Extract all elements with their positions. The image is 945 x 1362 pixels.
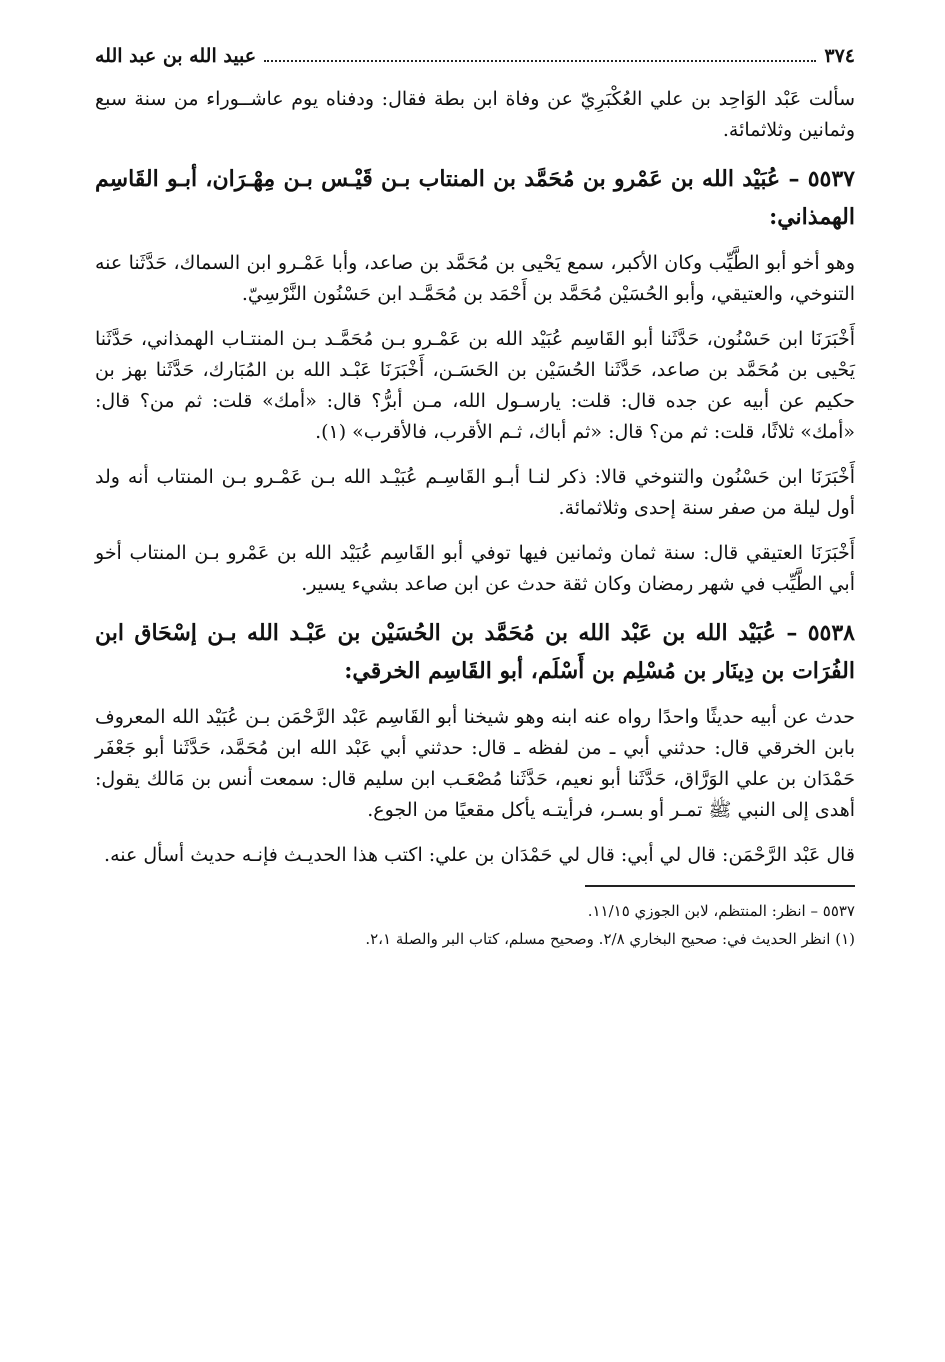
paragraph-5537-death: أَخْبَرَنَا العتيقي قال: سنة ثمان وثمانين فيها توفي أبو القَاسِم عُبَيْد الله بن عَمْرو بـن المنتاب أخو أبي الطَّيِّب في شهر رمضان وكان ثقة حدث عن ابن صاعد بشيء يسير.	[95, 542, 855, 595]
footnote-separator	[585, 885, 855, 887]
paragraph-5537-hadith: أَخْبَرَنَا ابن حَسْنُون، حَدَّثَنا أبو القَاسِم عُبَيْد الله بن عَمْـرو بـن مُحَمَّـد بـن المنتـاب الهمذاني، حَدَّثَنا يَحْيى بن مُحَمَّد بن صاعد، حَدَّثَنا الحُسَيْن بن الحَسَـن، أَخْبَرَنَا عَبْـد الله بن المُبَارك، حَدَّثَنا بهز بن حكيم عن أبيه عن جده قال: قلت: يارسـول الله، مـن أبرُّ؟ قال: «أمك» قلت: ثم من؟ قال: «أمك» ثلاثًا، قلت: ثم من؟ قال: «ثم أباك، ثـم الأقرب، فالأقرب» (١).	[95, 328, 855, 443]
footnote-5537: ٥٥٣٧ – انظر: المنتظم، لابن الجوزي ١١/١٥.	[587, 902, 855, 920]
dotted-leader	[264, 50, 816, 62]
running-header	[95, 36, 855, 76]
book-page	[95, 36, 855, 953]
running-title: عبيد الله بن عبد الله	[95, 45, 257, 67]
paragraph-5538-hadith: حدث عن أبيه حديثًا واحدًا رواه عنه ابنه وهو شيخنا أبو القَاسِم عَبْد الرَّحْمَن بـن عُبَيْد الله المعروف بابن الخرقي قال: حدثني أبي ـ من لفظه ـ قال: حدثني أبي عَبْد الله ابن مُحَمَّد، حَدَّثَنا أبو جَعْفَر حَمْدَان بن علي الوَرَّاق، حَدَّثَنا أبو نعيم، حَدَّثَنا مُصْعَـب ابن سليم قال: سمعت أنس بن مَالك يقول: أهدى إلى النبي ﷺ تمـر أو بسـر، فرأيتـه يأكل مقعيًا من الجوع.	[95, 706, 855, 821]
paragraph-ibn-batta-death: سألت عَبْد الوَاحِد بن علي العُكْبَرِيّ عن وفاة ابن بطة فقال: ودفناه يوم عاشــوراء من سنة سبع وثمانين وثلاثمائة.	[95, 88, 855, 141]
paragraph-5538-note: قال عَبْد الرَّحْمَن: قال لي أبي: قال لي حَمْدَان بن علي: اكتب هذا الحديـث فإنـه حديث أسأل عنه.	[104, 844, 855, 866]
entry-heading-5538: ٥٥٣٨ – عُبَيْد الله بن عَبْد الله بن مُحَمَّد بن الحُسَيْن بن عَبْـد الله بـن إسْحَاق ابن الفُرَات بن دِينَار بن مُسْلِم بن أَسْلَم، أبو القَاسِم الخرقي:	[95, 620, 855, 684]
page-number: ٣٧٤	[824, 45, 855, 67]
paragraph-5537-birth: أَخْبَرَنَا ابن حَسْنُون والتنوخي قالا: ذكر لنـا أبـو القَاسِـم عُبَيْـد الله بـن عَمْـرو بـن المنتاب أنه ولد أول ليلة من صفر سنة إحدى وثلاثمائة.	[95, 466, 855, 519]
paragraph-5537-bio: وهو أخو أبو الطَّيِّب وكان الأكبر، سمع يَحْيى بن مُحَمَّد بن صاعد، وأبا عَمْـرو ابن السماك، حَدَّثَنا عنه التنوخي، والعتيقي، وأبو الحُسَيْن مُحَمَّد بن أَحْمَد بن مُحَمَّـد ابن حَسْنُون النَّرْسِيّ.	[95, 252, 855, 305]
footnote-1: (١) انظر الحديث في: صحيح البخاري ٢/٨. وصحيح مسلم، كتاب البر والصلة ٢،١.	[365, 930, 855, 948]
entry-heading-5537: ٥٥٣٧ – عُبَيْد الله بن عَمْرو بن مُحَمَّد بن المنتاب بـن قَيْـس بـن مِهْـرَان، أبـو القَاسِم الهمذاني:	[95, 166, 855, 230]
